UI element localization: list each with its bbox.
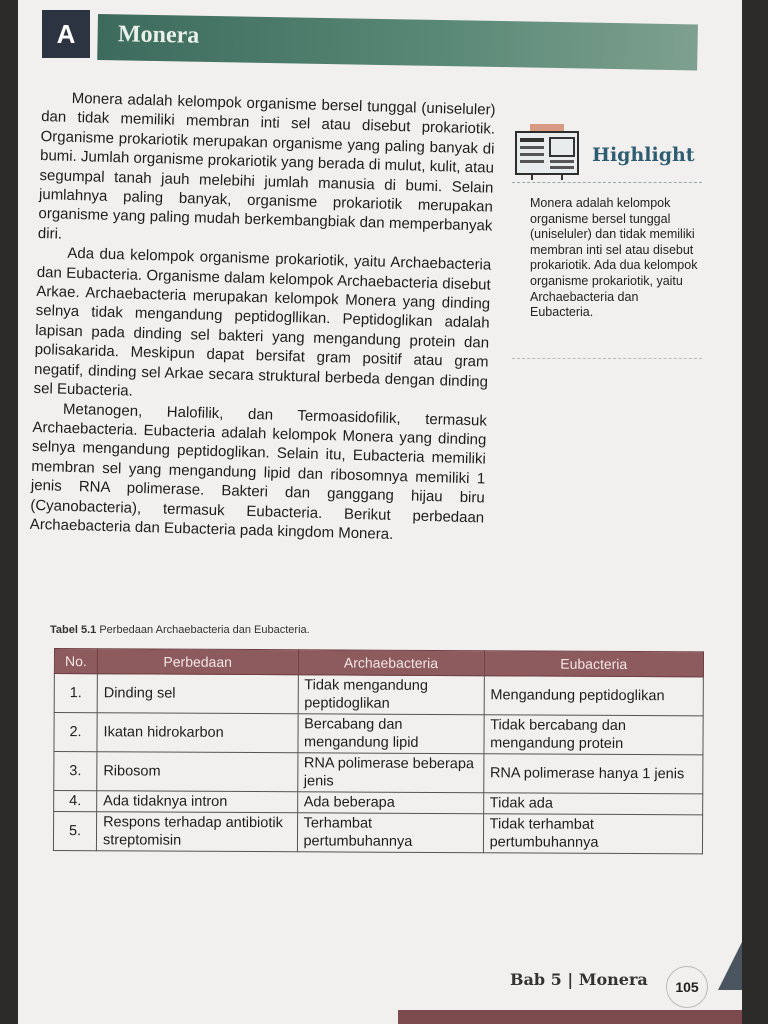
cell-no: 3. [54,752,97,791]
cell-perbedaan: Ribosom [97,752,298,792]
cell-perbedaan: Respons terhadap antibiotik streptomisin [96,812,297,852]
cell-no: 5. [53,812,96,851]
newspaper-icon [512,124,582,180]
cell-archaebacteria: Terhambat pertumbuhannya [297,813,483,853]
paragraph-3: Metanogen, Halofilik, dan Termoasidofilik, termasuk Archaebacteria. Eubacteria adalah kelompok Monera yang dinding selnya mengandung peptidoglikan. Selain itu, Eubacteria memiliki membran sel yang mengandung lipid dan ribosomnya memiliki 1 jenis RNA polimerase. Bakteri dan ganggang hijau biru (Cyanobacteria), termasuk Eubacteria. Berikut perbedaan Archaebacteria dan Eubacteria pada kingdom Monera. [29,400,488,543]
paragraph-1: Monera adalah kelompok organisme bersel tunggal (uniseluler) dan tidak memiliki membran inti sel atau disebut prokariotik. Organisme prokariotik merupakan organisme yang paling banyak di bumi. Jumlah organisme prokariotik yang berada di mulut, kulit, atau segumpal tanah jauh melebihi jumlah manusia di bumi. Selain jumlahnya paling banyak, organisme prokariotik merupakan organisme yang paling mudah berkembangbiak dan memperbanyak diri. [37,89,496,243]
table-row [54,713,703,755]
table-caption [50,624,310,636]
paragraph-2: Ada dua kelompok organisme prokariotik, yaitu Archaebacteria dan Eubacteria. Organisme dalam kelompok Archaebacteria disebut Arkae. Archaebacteria merupakan kelompok Monera yang dinding selnya tidak mengandung peptidogllikan. Peptidoglikan adalah lapisan pada dinding sel bakteri yang mengandung protein dan polisakarida. Meskipun dapat bersifat gram positif atau gram negatif, dinding sel Arkae secara struktural berbeda dengan dinding sel Eubacteria. [33,245,492,400]
section-title: Monera [117,21,200,49]
cell-perbedaan: Ikatan hidrokarbon [97,713,298,753]
cell-no: 1. [54,674,97,713]
cell-eubacteria: Mengandung peptidoglikan [484,676,704,716]
highlight-title: Highlight [592,144,695,166]
cell-perbedaan: Dinding sel [97,674,298,714]
cell-archaebacteria: Ada beberapa [297,792,483,814]
body-text [30,88,496,547]
page-number: 105 [666,966,708,1008]
header-perbedaan: Perbedaan [97,649,298,675]
header-archaebacteria: Archaebacteria [298,650,484,676]
cell-eubacteria: RNA polimerase hanya 1 jenis [483,754,703,794]
cell-archaebacteria: RNA polimerase beberapa jenis [297,753,483,793]
cell-perbedaan: Ada tidaknya intron [97,791,298,813]
table-row [54,674,703,716]
cell-archaebacteria: Tidak mengandung peptidoglikan [298,675,484,715]
table-header-row [54,649,703,677]
book-page [18,0,742,1024]
bottom-decoration [398,1010,742,1024]
table-caption-label: Tabel 5.1 [50,624,97,636]
cell-archaebacteria: Bercabang dan mengandung lipid [297,714,483,754]
cell-eubacteria: Tidak ada [483,793,702,815]
cell-eubacteria: Tidak terhambat pertumbuhannya [483,814,703,854]
header-eubacteria: Eubacteria [484,651,704,677]
comparison-table [53,648,704,854]
table-caption-text: Perbedaan Archaebacteria dan Eubacteria. [99,624,310,636]
header-no: No. [54,649,97,674]
highlight-text: Monera adalah kelompok organisme bersel tunggal (uniseluler) dan tidak memiliki membran inti sel atau disebut prokariotik. Ada dua kelompok organisme prokariotik, yaitu Archaebacteria dan Eubacteria. [530,196,698,320]
corner-decoration [718,930,742,990]
section-letter-badge: A [42,10,90,58]
cell-no: 4. [54,791,97,812]
chapter-footer: Bab 5 | Monera [510,970,648,989]
highlight-divider-bottom [512,358,702,359]
table-row [54,752,703,794]
table-row [53,812,702,854]
cell-eubacteria: Tidak bercabang dan mengandung protein [484,715,704,755]
highlight-divider [512,182,702,183]
cell-no: 2. [54,713,97,752]
